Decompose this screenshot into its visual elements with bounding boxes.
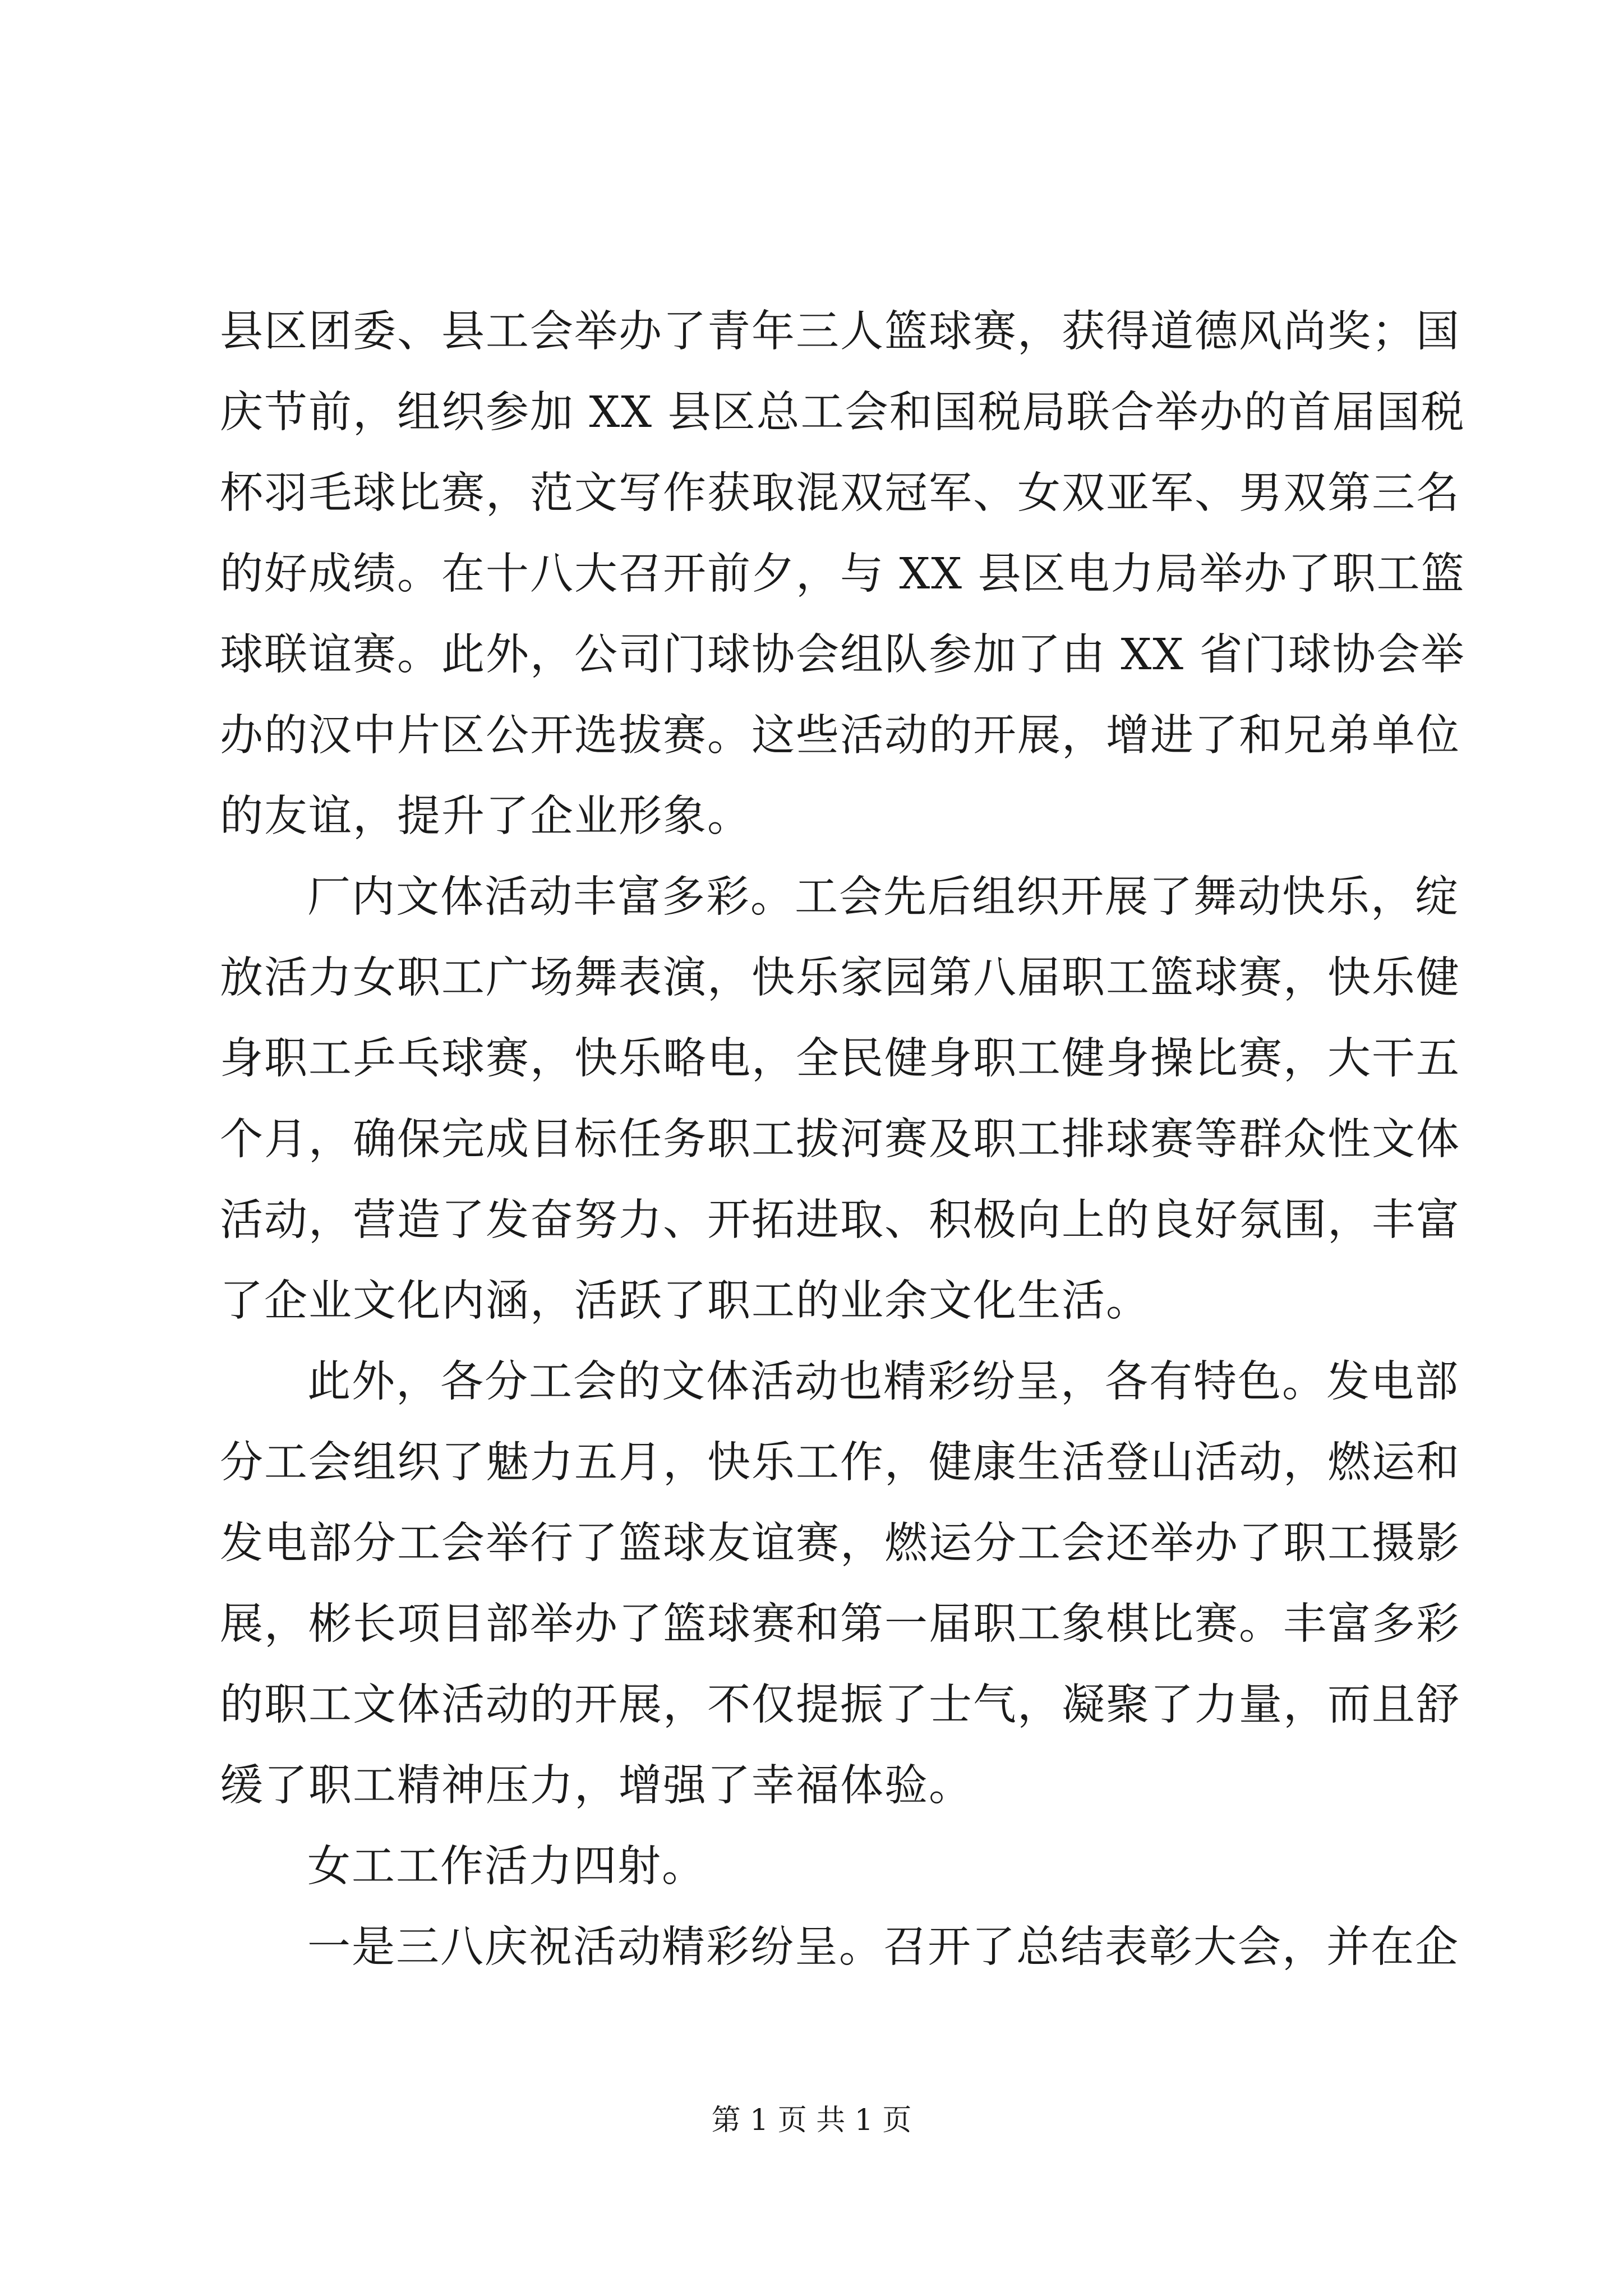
- text-line: 杯羽毛球比赛，范文写作获取混双冠军、女双亚军、男双第三名: [220, 468, 1460, 518]
- text-line: 分工会组织了魅力五月，快乐工作，健康生活登山活动，燃运和: [220, 1438, 1460, 1488]
- text-line: 的好成绩。在十八大召开前夕，与 XX 县区电力局举办了职工篮: [220, 549, 1465, 599]
- text-line: 放活力女职工广场舞表演，快乐家园第八届职工篮球赛，快乐健: [220, 953, 1460, 1003]
- paragraph-first-line: 厂内文体活动丰富多彩。工会先后组织开展了舞动快乐，绽: [307, 872, 1459, 922]
- text-line: 身职工乒乓球赛，快乐略电，全民健身职工健身操比赛，大干五: [220, 1034, 1460, 1084]
- text-line: 庆节前，组织参加 XX 县区总工会和国税局联合举办的首届国税: [220, 388, 1465, 438]
- text-line: 缓了职工精神压力，增强了幸福体验。: [220, 1761, 973, 1811]
- text-line: 球联谊赛。此外，公司门球协会组队参加了由 XX 省门球协会举: [220, 630, 1465, 680]
- text-line: 办的汉中片区公开选拔赛。这些活动的开展，增进了和兄弟单位: [220, 711, 1460, 761]
- page-footer: [0, 2101, 1623, 2140]
- paragraph-first-line: 一是三八庆祝活动精彩纷呈。召开了总结表彰大会，并在企: [307, 1922, 1459, 1972]
- page-number: 第 1 页 共 1 页: [711, 2104, 912, 2137]
- text-line: 个月，确保完成目标任务职工拔河赛及职工排球赛等群众性文体: [220, 1115, 1460, 1165]
- text-line: 的友谊，提升了企业形象。: [220, 792, 751, 841]
- text-line: 展，彬长项目部举办了篮球赛和第一届职工象棋比赛。丰富多彩: [220, 1599, 1460, 1649]
- text-line: 的职工文体活动的开展，不仅提振了士气，凝聚了力量，而且舒: [220, 1680, 1460, 1730]
- document-body: [220, 292, 1465, 1988]
- text-line: 县区团委、县工会举办了青年三人篮球赛，获得道德风尚奖；国: [220, 307, 1460, 357]
- text-line: 发电部分工会举行了篮球友谊赛，燃运分工会还举办了职工摄影: [220, 1519, 1460, 1568]
- section-heading: 女工工作活力四射。: [307, 1842, 706, 1892]
- paragraph-first-line: 此外，各分工会的文体活动也精彩纷呈，各有特色。发电部: [307, 1357, 1459, 1407]
- text-line: 活动，营造了发奋努力、开拓进取、积极向上的良好氛围，丰富: [220, 1195, 1460, 1245]
- text-line: 了企业文化内涵，活跃了职工的业余文化生活。: [220, 1276, 1150, 1326]
